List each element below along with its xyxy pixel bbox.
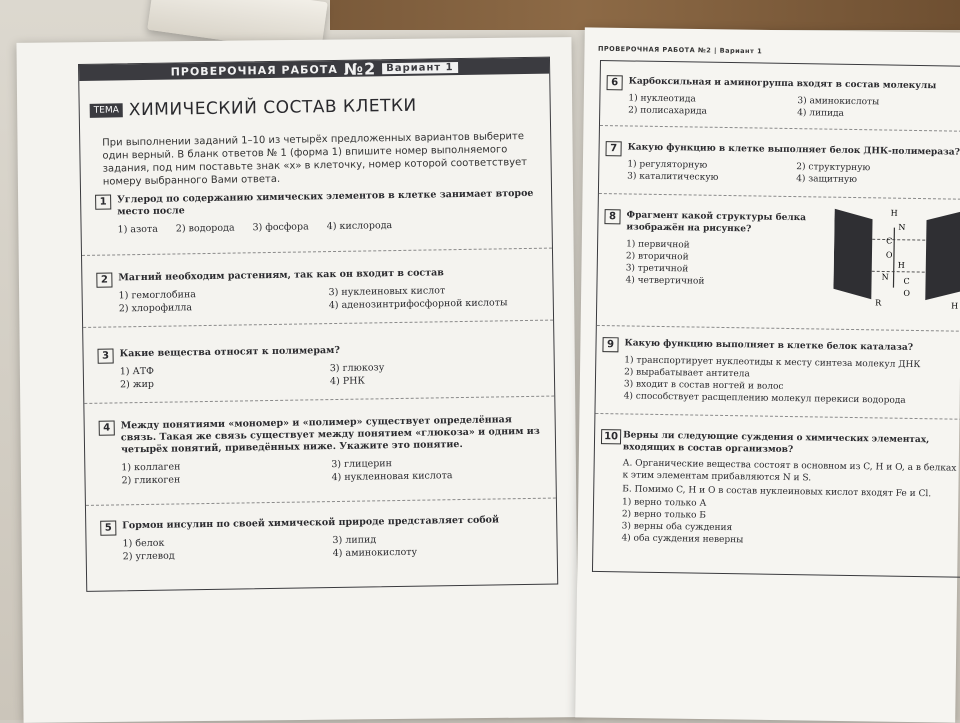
answer-options [121,456,541,487]
question-number: 4 [99,420,115,435]
answer-option: 1) азота [117,223,158,236]
answer-option: 4) липида [797,108,844,119]
answer-option: 2) водорода [175,222,235,235]
topic-tag: ТЕМА [90,103,123,118]
question-9 [602,337,960,407]
question-text: Карбоксильная и аминогруппа входят в состав молекулы [628,76,937,92]
answer-option: 1) АТФ [119,365,155,378]
answer-options [120,360,540,391]
question-number: 3 [97,348,113,363]
answer-option: 4) кислорода [326,220,393,233]
answer-option: 3) каталитическую [627,171,719,183]
question-7 [605,141,960,187]
question-number: 10 [601,429,621,444]
answer-option: 3) входит в состав ногтей и волос [623,379,784,392]
divider [86,498,556,506]
right-page [592,60,960,578]
question-number: 1 [95,194,111,209]
answer-option: 4) аденозинтрифосфорной кислоты [328,297,508,312]
question-4 [99,414,542,487]
answer-options [621,497,960,548]
answer-option: 1) транспортирует нуклеотиды к месту синтеза молекул ДНК [624,355,921,371]
question-number: 9 [602,337,618,352]
answer-option: 3) глюкозу [329,362,385,375]
hydrogen-bond-line [872,239,926,240]
left-page [78,57,558,592]
desk-edge [330,0,960,30]
question-5 [100,514,543,563]
answer-option: 1) первичной [626,239,690,251]
answer-options [627,159,960,186]
beta-sheet-right [925,210,960,301]
question-number: 8 [604,209,620,224]
answer-option: 2) углевод [122,550,175,563]
question-text: Магний необходим растениям, так как он входит в состав [118,267,444,284]
question-number: 2 [96,272,112,287]
worksheet-title: ПРОВЕРОЧНАЯ РАБОТА [170,62,338,79]
question-text: Какую функцию в клетке выполняет белок ДНК-полимераза? [627,142,960,158]
variant-label: Вариант 1 [382,62,458,74]
question-number: 7 [605,141,621,156]
beta-sheet-left [833,209,872,300]
chain-line [893,228,894,288]
answer-option: 1) гемоглобина [118,289,196,302]
question-3 [97,342,540,391]
answer-option: 3) глицерин [331,458,392,471]
question-text: Верны ли следующие суждения о химических элементах, входящих в состав организмов? [622,430,930,456]
answer-option: 1) коллаген [121,461,181,474]
answer-option: 2) полисахарида [628,105,708,117]
divider [597,325,960,332]
answer-option: 2) структурную [796,162,871,174]
answer-option: 4) РНК [329,375,365,388]
answer-option: 4) оба суждения неверны [621,533,744,546]
divider [82,248,552,256]
question-2 [96,266,539,315]
answer-options [625,239,834,288]
question-text: Какие вещества относят к полимерам? [119,344,341,360]
answer-option: 1) нуклеотида [628,93,696,105]
atom-label: C [903,276,910,286]
answer-option: 2) хлорофилла [118,302,193,315]
atom-label: C [886,236,893,246]
answer-option: 3) фосфора [252,221,309,234]
divider [600,125,960,132]
divider [599,193,960,200]
answer-option: 1) регуляторную [627,159,708,171]
answer-option: 2) вырабатывает антитела [624,367,750,380]
answer-option: 2) вторичной [625,251,689,263]
atom-label: H [890,208,898,218]
question-6 [606,75,960,121]
question-text: Гормон инсулин по своей химической природе представляет собой [122,514,500,532]
question-1 [95,188,538,236]
answer-option: 3) верны оба суждения [621,521,733,534]
atom-label: O [903,288,911,298]
answer-option: 3) нуклеиновых кислот [328,285,446,299]
statement: А. Органические вещества состоят в основном из C, H и O, а в белках к этим элементам прибавляются N и S. [622,458,957,484]
question-text: Углерод по содержанию химических элементов в клетке занимает второе место после [117,187,534,218]
answer-option: 3) третичной [625,263,689,275]
question-text: Какую функцию выполняет в клетке белок каталаза? [624,338,914,353]
atom-label: H [951,301,959,311]
right-page-header: ПРОВЕРОЧНАЯ РАБОТА №2 | Вариант 1 [597,44,763,56]
atom-label: R [875,298,882,308]
answer-option: 3) липид [332,534,377,547]
answer-options [628,93,960,120]
answer-options [122,532,542,563]
divider [595,413,960,420]
divider [83,320,553,328]
answer-option: 4) защитную [796,174,858,186]
topic-title: ХИМИЧЕСКИЙ СОСТАВ КЛЕТКИ [128,95,417,121]
question-text: Между понятиями «мономер» и «полимер» существует определённая связь. Такая же связь существует между понятием «глюкоза» и одним из четырёх понятий, приведённых ниже. Укажите это понятие. [120,414,540,456]
instructions: При выполнении заданий 1–10 из четырёх предложенных вариантов выберите один верный. В бланк ответов № 1 (форма 1) впишите номер выполняемого задания, под ним поставьте знак «x» в клеточку, номер которой соответствует номеру выбранного Вами ответа. [102,131,528,188]
answer-option: 2) жир [119,378,155,391]
hydrogen-bond-line [872,271,926,272]
question-10 [599,429,960,549]
topic-heading [90,96,417,121]
answer-option: 4) способствует расщеплению молекул перекиси водорода [623,391,906,406]
atom-label: N [898,222,906,232]
answer-option: 4) аминокислоту [332,546,418,560]
question-number: 5 [100,520,116,535]
worksheet-number: №2 [343,58,377,79]
answer-option: 2) гликоген [121,474,181,487]
statement: Б. Помимо C, H и O в состав нуклеиновых кислот входят Fe и Cl. [622,484,932,500]
answer-option: 1) белок [122,537,165,550]
answer-option: 4) нуклеиновая кислота [331,470,453,484]
atom-label: N [881,272,889,282]
question-8 [603,209,834,289]
question-number: 6 [607,75,623,90]
answer-options [624,355,960,406]
answer-option: 1) верно только А [621,497,707,509]
answer-option: 4) четвертичной [625,275,705,287]
answer-option: 2) верно только Б [621,509,707,521]
question-text: Фрагмент какой структуры белка изображён на рисунке? [626,210,807,235]
divider [84,396,554,404]
atom-label: H [897,260,905,270]
atom-label: O [885,250,893,260]
answer-options [118,218,538,236]
protein-structure-figure [833,199,960,311]
statements [622,457,960,500]
answer-options [119,284,539,315]
answer-option: 3) аминокислоты [797,96,880,108]
